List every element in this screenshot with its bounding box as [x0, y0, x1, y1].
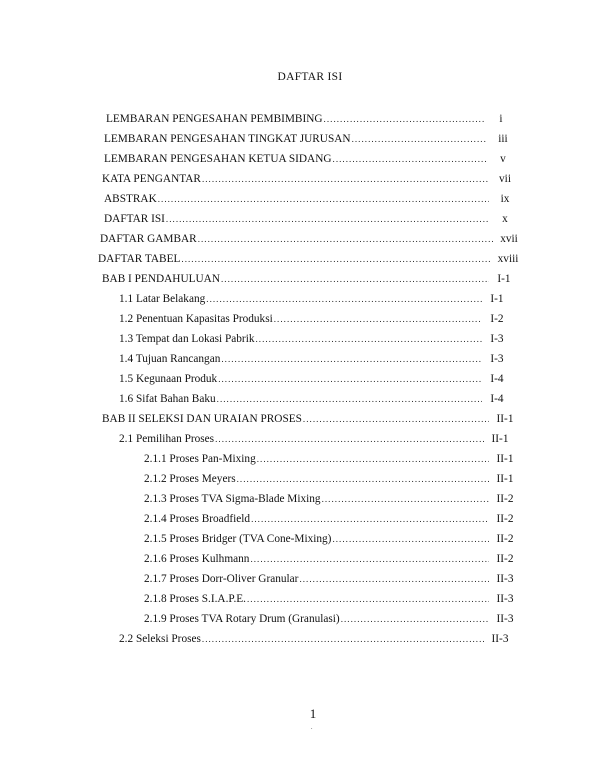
toc-entry-page: I-3	[490, 353, 504, 365]
toc-entry-label: 2.1.8 Proses S.I.A.P.E.	[144, 593, 246, 605]
dot-leader	[221, 352, 482, 366]
toc-entry-page: II-3	[491, 633, 509, 645]
dot-leader	[299, 572, 489, 586]
toc-entry-page: iii	[498, 133, 508, 145]
toc-entry	[104, 152, 518, 166]
toc-entry	[100, 232, 524, 246]
toc-entry	[144, 572, 520, 586]
toc-entry	[144, 552, 520, 566]
toc-entry-label: LEMBARAN PENGESAHAN PEMBIMBING	[106, 113, 323, 125]
toc-entry-label: 2.2 Seleksi Proses	[119, 633, 201, 645]
page-title: DAFTAR ISI	[277, 71, 343, 83]
toc-entry	[98, 252, 524, 266]
toc-entry-label: LEMBARAN PENGESAHAN TINGKAT JURUSAN	[104, 133, 351, 145]
toc-entry-label: 1.4 Tujuan Rancangan	[119, 353, 221, 365]
toc-entry-page: II-1	[496, 453, 514, 465]
toc-entry	[119, 432, 515, 446]
toc-entry-page: I-1	[490, 293, 504, 305]
toc-entry-label: BAB II SELEKSI DAN URAIAN PROSES	[102, 413, 302, 425]
toc-entry-label: DAFTAR GAMBAR	[100, 233, 197, 245]
toc-entry	[104, 132, 518, 146]
dot-leader	[158, 192, 489, 206]
toc-entry	[119, 632, 515, 646]
toc-entry-label: 1.5 Kegunaan Produk	[119, 373, 218, 385]
toc-entry-page: x	[502, 213, 508, 225]
toc-entry-page: i	[499, 113, 503, 125]
toc-entry	[119, 332, 511, 346]
toc-entry	[102, 272, 518, 286]
toc-entry	[102, 172, 520, 186]
toc-entry-label: 1.1 Latar Belakang	[119, 293, 206, 305]
dot-leader	[237, 472, 489, 486]
toc-entry	[104, 212, 520, 226]
toc-entry	[144, 492, 520, 506]
dot-leader	[206, 292, 482, 306]
toc-entry	[144, 512, 520, 526]
toc-entry	[144, 452, 520, 466]
toc-entry-label: 2.1.4 Proses Broadfield	[144, 513, 251, 525]
dot-leader	[221, 272, 489, 286]
toc-entry-label: 1.6 Sifat Bahan Baku	[119, 393, 216, 405]
toc-entry-page: xvii	[500, 233, 518, 245]
toc-entry	[119, 312, 511, 326]
toc-entry-label: 2.1 Pemilihan Proses	[119, 433, 215, 445]
toc-entry-page: II-2	[496, 493, 514, 505]
dot-leader	[202, 632, 484, 646]
toc-entry	[106, 112, 516, 126]
toc-entry-page: I-1	[497, 273, 511, 285]
dot-leader	[166, 212, 489, 226]
toc-entry	[144, 532, 520, 546]
toc-entry-page: v	[500, 153, 506, 165]
toc-entry-label: 2.1.9 Proses TVA Rotary Drum (Granulasi)	[144, 613, 340, 625]
dot-leader	[181, 252, 491, 266]
toc-entry-page: II-1	[496, 413, 514, 425]
page-number: 1	[309, 706, 317, 721]
toc-entry-page: II-1	[496, 473, 514, 485]
toc-entry-label: ABSTRAK	[104, 193, 157, 205]
toc-entry	[119, 292, 511, 306]
toc-entry	[144, 612, 520, 626]
toc-entry-page: II-2	[496, 533, 514, 545]
toc-entry-label: DAFTAR TABEL	[98, 253, 181, 265]
toc-entry-page: II-1	[491, 433, 509, 445]
dot-leader	[198, 232, 493, 246]
dot-leader	[251, 512, 489, 526]
toc-entry-label: KATA PENGANTAR	[102, 173, 201, 185]
toc-entry-label: 2.1.6 Proses Kulhmann	[144, 553, 250, 565]
footer-mark: .	[311, 725, 313, 731]
dot-leader	[247, 592, 489, 606]
toc-entry-page: xviii	[497, 253, 519, 265]
dot-leader	[332, 532, 489, 546]
dot-leader	[352, 132, 487, 146]
dot-leader	[322, 492, 489, 506]
toc-entry-label: BAB I PENDAHULUAN	[102, 273, 220, 285]
toc-entry-label: 2.1.5 Proses Bridger (TVA Cone-Mixing)	[144, 533, 332, 545]
toc-entry-page: II-2	[496, 513, 514, 525]
toc-entry-label: 1.3 Tempat dan Lokasi Pabrik	[119, 333, 255, 345]
dot-leader	[255, 332, 482, 346]
dot-leader	[257, 452, 489, 466]
toc-entry	[119, 392, 511, 406]
toc-entry-page: I-3	[490, 333, 504, 345]
toc-entry-page: II-3	[496, 593, 514, 605]
toc-entry-label: 2.1.2 Proses Meyers	[144, 473, 236, 485]
dot-leader	[341, 612, 489, 626]
toc-entry-label: 2.1.3 Proses TVA Sigma-Blade Mixing	[144, 493, 321, 505]
toc-entry	[104, 192, 520, 206]
toc-entry	[144, 472, 520, 486]
toc-entry-page: I-4	[490, 373, 504, 385]
dot-leader	[215, 432, 484, 446]
toc-entry-page: I-2	[490, 313, 504, 325]
toc-entry	[102, 412, 520, 426]
dot-leader	[324, 112, 485, 126]
dot-leader	[333, 152, 487, 166]
toc-entry-page: vii	[499, 173, 511, 185]
toc-entry-label: LEMBARAN PENGESAHAN KETUA SIDANG	[104, 153, 332, 165]
dot-leader	[202, 172, 489, 186]
toc-entry-page: ix	[500, 193, 510, 205]
toc-entry	[119, 372, 511, 386]
toc-entry-label: 1.2 Penentuan Kapasitas Produksi	[119, 313, 273, 325]
dot-leader	[250, 552, 489, 566]
toc-entry-label: 2.1.7 Proses Dorr-Oliver Granular	[144, 573, 299, 585]
toc-entry-page: II-3	[496, 613, 514, 625]
toc-entry	[144, 592, 520, 606]
toc-entry-page: I-4	[490, 393, 504, 405]
dot-leader	[303, 412, 489, 426]
toc-entry-label: DAFTAR ISI	[104, 213, 165, 225]
toc-entry-page: II-2	[496, 553, 514, 565]
toc-entry-page: II-3	[496, 573, 514, 585]
toc-entry	[119, 352, 511, 366]
toc-entry-label: 2.1.1 Proses Pan-Mixing	[144, 453, 256, 465]
dot-leader	[217, 392, 482, 406]
dot-leader	[274, 312, 482, 326]
dot-leader	[218, 372, 482, 386]
